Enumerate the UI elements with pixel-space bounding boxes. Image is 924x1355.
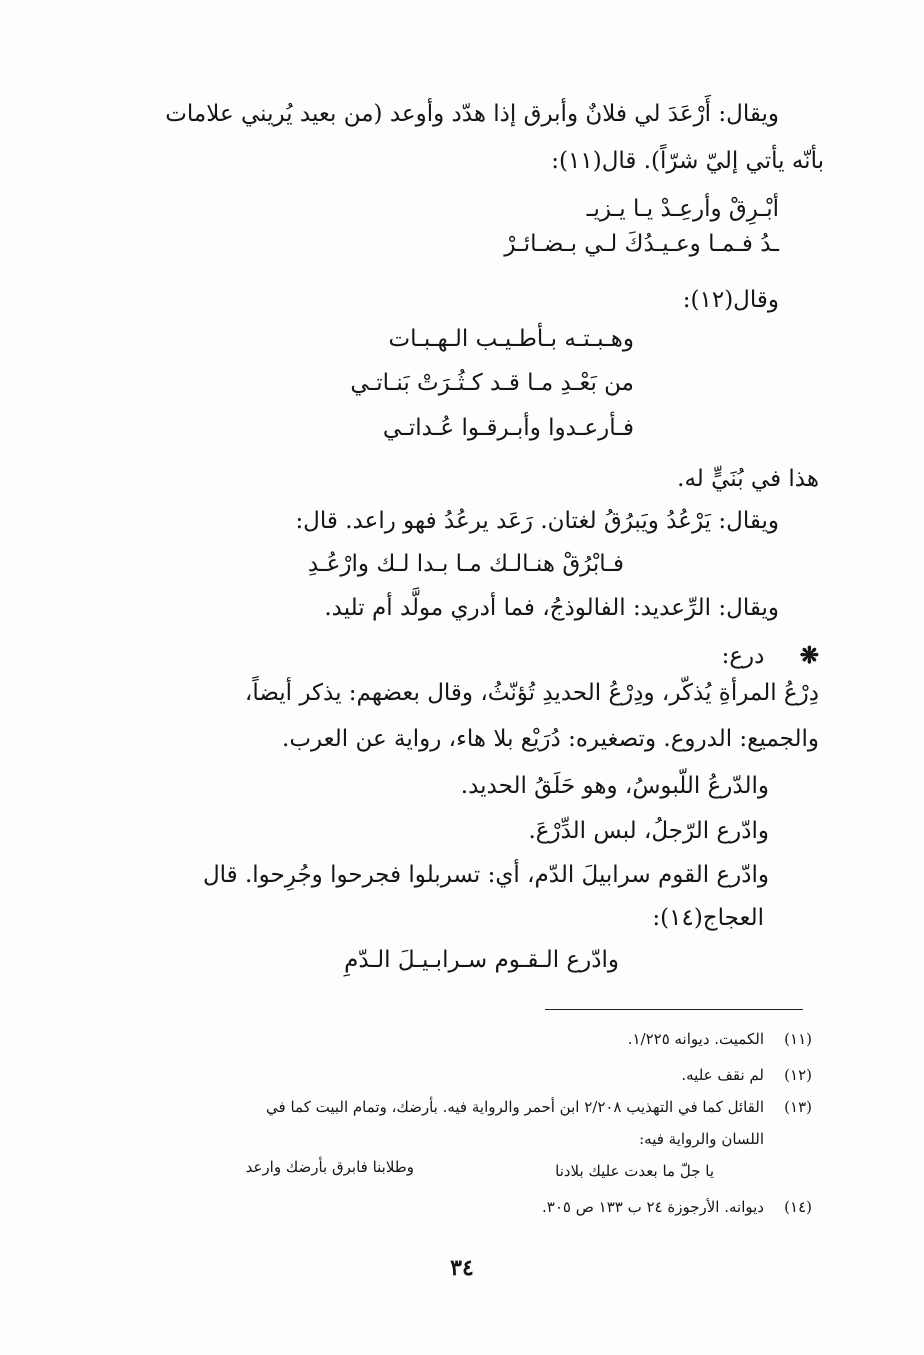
text-line: العجاج(١٤): xyxy=(652,905,764,931)
footnote-verse-hemistich: يا جلّ ما بعدت عليك بلادنا xyxy=(555,1162,714,1180)
page-number: ٣٤ xyxy=(450,1255,474,1281)
text-line: ويقال: الرِّعديد: الفالوذجُ، فما أدري مولَّد أم تليد. xyxy=(324,595,779,621)
footnote-number: (١١) xyxy=(784,1030,812,1048)
footnote-divider xyxy=(545,1009,803,1010)
footnote-text: الكميت. ديوانه ١/٢٢٥. xyxy=(627,1030,764,1048)
footnote-verse-hemistich: وطلابنا فابرق بأرضك وارعد xyxy=(245,1158,414,1176)
text-line: ويقال: يَرْعُدُ ويَبرُقُ لغتان. رَعَد يرعُدُ فهو راعد. قال: xyxy=(295,508,779,534)
verse-line: وهـبـتـه بـأطـيـب الـهـبـات xyxy=(388,326,634,352)
footnote-text: لم نقف عليه. xyxy=(681,1066,764,1084)
text-line: وادّرع الرّجلُ، لبس الدِّرْعَ. xyxy=(528,818,769,844)
text-line: وادّرع القوم سرابيلَ الدّم، أي: تسربلوا فجرحوا وجُرِحوا. قال xyxy=(202,862,769,888)
footnote-number: (١٤) xyxy=(784,1198,812,1216)
text-line: بأنّه يأتي إليّ شرّاً). قال(١١): xyxy=(551,148,824,174)
text-line: هذا في بُنَيٍّ له. xyxy=(677,466,819,492)
footnote-text: القائل كما في التهذيب ٢/٢٠٨ ابن أحمر والرواية فيه. بأرضك، وتمام البيت كما في xyxy=(266,1098,764,1116)
footnote-number: (١٣) xyxy=(784,1098,812,1116)
verse-line: من بَعْـدِ مـا قـد كـثُـرَتْ بَنـاتـي xyxy=(350,370,634,396)
footnote-number: (١٢) xyxy=(784,1066,812,1084)
footnote xyxy=(681,1066,812,1084)
verse-line: فـابْرُقْ هنـالـك مـا بـدا لـك وارْعُـدِ xyxy=(307,551,624,577)
text-line: والدّرعُ اللّبوسُ، وهو حَلَقُ الحديد. xyxy=(460,773,769,799)
footnote xyxy=(628,1030,812,1048)
text-line: دِرْعُ المرأةِ يُذكّر، ودِرْعُ الحديدِ تُؤنّثُ، وقال بعضهم: يذكر أيضاً، xyxy=(244,680,819,706)
verse-hemistich: ـدُ فـمـا وعـيـدُكَ لـي بـضـائـرْ xyxy=(504,231,779,257)
asterism-icon: ❋ xyxy=(799,642,819,669)
verse-line: فـأرعـدوا وأبـرقـوا عُـداتـي xyxy=(382,415,634,441)
verse-hemistich: أبْـرِقْ وأرعِـدْ يـا يـزيـ xyxy=(586,196,779,222)
footnote-text: ديوانه. الأرجوزة ٢٤ ب ١٣٣ ص ٣٠٥. xyxy=(542,1198,764,1216)
footnote-continuation: اللسان والرواية فيه: xyxy=(639,1130,764,1148)
footnote xyxy=(266,1098,812,1116)
text-line: ويقال: أَرْعَدَ لي فلانٌ وأبرق إذا هدّد وأوعد (من بعيد يُريني علامات xyxy=(165,101,779,127)
verse-line: وادّرع الـقـوم سـرابـيـلَ الـدّمِ xyxy=(344,947,619,973)
entry-heading xyxy=(722,642,819,671)
text-line: والجميع: الدروع. وتصغيره: دُرَيْع بلا هاء، رواية عن العرب. xyxy=(282,726,819,752)
text-line: وقال(١٢): xyxy=(682,287,779,313)
heading-word: درع: xyxy=(721,643,765,669)
footnote xyxy=(542,1198,812,1216)
